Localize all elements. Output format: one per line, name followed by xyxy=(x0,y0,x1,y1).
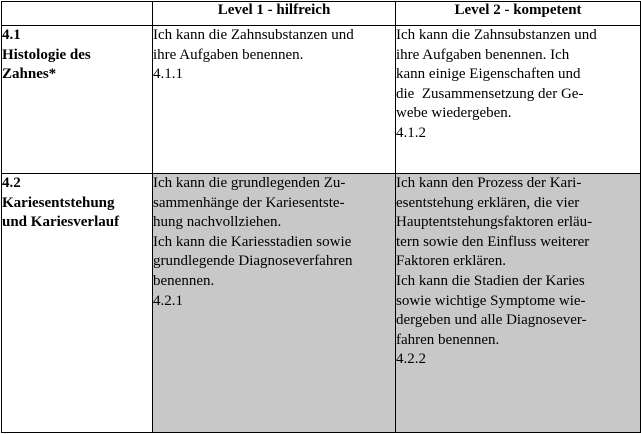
text-line: die Zusammensetzung der Ge- xyxy=(396,85,584,102)
text-line: grundlegende Diagnoseverfahren xyxy=(153,253,353,270)
text-line: Ich kann den Prozess der Kari- xyxy=(396,175,582,191)
text-line: Ich kann die grundlegenden Zu- xyxy=(153,175,346,191)
level1-cell xyxy=(153,174,396,433)
table-row xyxy=(2,26,641,174)
text-line: sowie wichtige Symptome wie- xyxy=(396,292,586,309)
topic-number: 4.2 xyxy=(2,175,21,191)
text-line: ihre Aufgaben benennen. Ich xyxy=(396,46,570,63)
topic-cell xyxy=(2,174,153,433)
text-line: Ich kann die Zahnsubstanzen und xyxy=(396,27,597,43)
text-line: tern sowie den Einfluss weiterer xyxy=(396,233,590,250)
text-line: hung nachvollziehen. xyxy=(153,214,282,231)
text-line: Ich kann die Zahnsubstanzen und xyxy=(153,27,354,43)
topic-cell xyxy=(2,26,153,174)
competency-code: 4.2.2 xyxy=(396,351,426,368)
level2-cell xyxy=(396,26,641,174)
text-line: Hauptentstehungsfaktoren erläu- xyxy=(396,214,593,231)
level2-cell xyxy=(396,174,641,433)
header-empty-cell xyxy=(2,2,153,26)
competency-code: 4.1.1 xyxy=(153,66,183,83)
competency-code: 4.1.2 xyxy=(396,124,426,141)
text-line: dergeben und alle Diagnosever- xyxy=(396,312,587,329)
competency-code: 4.2.1 xyxy=(153,292,183,309)
header-level2: Level 2 - kompetent xyxy=(396,2,641,26)
topic-number: 4.1 xyxy=(2,27,21,43)
text-line: webe wiedergeben. xyxy=(396,105,512,122)
topic-title-line: Zahnes* xyxy=(2,66,57,82)
table-row xyxy=(2,174,641,433)
header-row xyxy=(2,2,641,26)
text-line: esentstehung erklären, die vier xyxy=(396,194,580,211)
text-line: ihre Aufgaben benennen. xyxy=(153,46,304,63)
topic-title-line: Histologie des xyxy=(2,46,91,63)
text-line: Faktoren erklären. xyxy=(396,253,506,270)
text-line: benennen. xyxy=(153,272,215,289)
text-line: sammenhänge der Kariesentste- xyxy=(153,194,345,211)
competency-table xyxy=(1,1,641,433)
text-line: Ich kann die Kariesstadien sowie xyxy=(153,233,352,250)
text-line: Ich kann die Stadien der Karies xyxy=(396,272,585,289)
header-level1: Level 1 - hilfreich xyxy=(153,2,396,26)
topic-title-line: Kariesentstehung xyxy=(2,194,115,211)
topic-title-line: und Kariesverlauf xyxy=(2,214,120,230)
level1-cell xyxy=(153,26,396,174)
text-line: fahren benennen. xyxy=(396,331,500,348)
text-line: kann einige Eigenschaften und xyxy=(396,66,581,83)
